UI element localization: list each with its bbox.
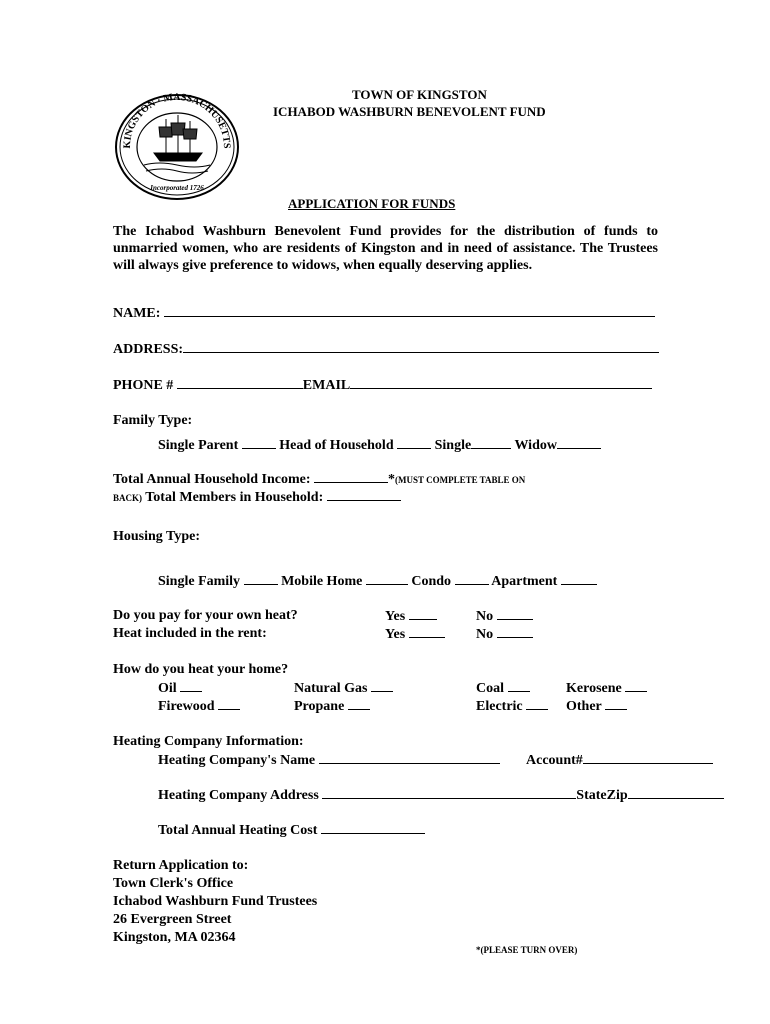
yes-label: Yes <box>385 627 406 642</box>
state-zip-label: StateZip <box>576 788 628 803</box>
family-type-label: Family Type: <box>113 413 193 428</box>
natural-gas-label: Natural Gas <box>294 681 368 696</box>
income-field[interactable] <box>314 470 388 483</box>
mobile-home-field[interactable] <box>366 572 408 585</box>
town-seal-icon <box>114 93 240 201</box>
yes-label: Yes <box>385 609 406 624</box>
income-label: Total Annual Household Income: <box>113 472 311 487</box>
members-row <box>113 488 401 507</box>
condo-label: Condo <box>411 574 452 589</box>
coal-field[interactable] <box>508 679 530 692</box>
heat-included-yes-field[interactable] <box>409 625 445 638</box>
page-title: APPLICATION FOR FUNDS <box>288 196 456 211</box>
pay-own-heat-question: Do you pay for your own heat? <box>113 608 298 623</box>
heating-company-name-row <box>158 751 500 769</box>
members-label: Total Members in Household: <box>145 490 324 505</box>
kerosene-label: Kerosene <box>566 681 622 696</box>
intro-paragraph: The Ichabod Washburn Benevolent Fund provides for the distribution of funds to unmarried women, who are residents of Kingston and in need of assistance. The Trustees will always give preference to widows, when equally deserving applies. <box>113 224 658 273</box>
coal-option <box>476 679 530 697</box>
single-parent-field[interactable] <box>242 436 276 449</box>
header-town: TOWN OF KINGSTON <box>352 87 487 102</box>
account-label: Account# <box>526 753 583 768</box>
apartment-label: Apartment <box>491 574 558 589</box>
apartment-field[interactable] <box>561 572 597 585</box>
return-line-3: 26 Evergreen Street <box>113 912 232 927</box>
account-row <box>526 751 713 769</box>
propane-option <box>294 697 370 715</box>
seal-text-top: KINGSTON · MASSACHUSETTS <box>121 93 233 149</box>
heat-included-no-field[interactable] <box>497 625 533 638</box>
firewood-label: Firewood <box>158 699 215 714</box>
address-label: ADDRESS: <box>113 342 184 357</box>
return-label: Return Application to: <box>113 858 249 873</box>
no-label: No <box>476 609 494 624</box>
pay-own-heat-yes-field[interactable] <box>409 607 437 620</box>
electric-option <box>476 697 548 715</box>
return-line-1: Town Clerk's Office <box>113 876 234 891</box>
phone-label: PHONE # <box>113 378 174 393</box>
head-of-household-label: Head of Household <box>279 438 394 453</box>
income-note-cont: BACK) <box>113 493 142 503</box>
pay-own-heat-no-field[interactable] <box>497 607 533 620</box>
heating-company-label: Heating Company Information: <box>113 734 304 749</box>
heating-company-address-field[interactable] <box>322 786 576 799</box>
header-fund: ICHABOD WASHBURN BENEVOLENT FUND <box>273 104 546 119</box>
account-field[interactable] <box>583 751 713 764</box>
single-family-label: Single Family <box>158 574 241 589</box>
widow-field[interactable] <box>557 436 601 449</box>
widow-label: Widow <box>514 438 557 453</box>
coal-label: Coal <box>476 681 504 696</box>
natural-gas-field[interactable] <box>371 679 393 692</box>
head-of-household-field[interactable] <box>397 436 431 449</box>
email-label: EMAIL <box>302 378 351 393</box>
mobile-home-label: Mobile Home <box>281 574 363 589</box>
oil-label: Oil <box>158 681 177 696</box>
income-row <box>113 470 525 489</box>
single-parent-label: Single Parent <box>158 438 239 453</box>
condo-field[interactable] <box>455 572 489 585</box>
heat-included-no <box>476 625 533 643</box>
natural-gas-option <box>294 679 393 697</box>
return-line-2: Ichabod Washburn Fund Trustees <box>113 894 318 909</box>
heat-included-question: Heat included in the rent: <box>113 626 267 641</box>
heating-company-address-label: Heating Company Address <box>158 788 319 803</box>
oil-field[interactable] <box>180 679 202 692</box>
other-field[interactable] <box>605 697 627 710</box>
other-label: Other <box>566 699 602 714</box>
single-family-field[interactable] <box>244 572 278 585</box>
phone-email-row <box>113 376 652 394</box>
propane-label: Propane <box>294 699 345 714</box>
single-field[interactable] <box>471 436 511 449</box>
members-field[interactable] <box>327 488 401 501</box>
heating-cost-row <box>158 821 425 839</box>
income-note: (MUST COMPLETE TABLE ON <box>394 475 526 485</box>
other-option <box>566 697 627 715</box>
firewood-field[interactable] <box>218 697 240 710</box>
address-row <box>113 340 659 358</box>
seal-text-bottom: Incorporated 1726 <box>150 184 204 192</box>
income-note-star: * <box>387 472 395 487</box>
state-zip-field[interactable] <box>628 786 724 799</box>
phone-field[interactable] <box>177 376 303 389</box>
email-field[interactable] <box>350 376 652 389</box>
turn-over-note: *(PLEASE TURN OVER) <box>476 945 578 955</box>
return-line-4: Kingston, MA 02364 <box>113 930 236 945</box>
name-row <box>113 304 655 322</box>
name-label: NAME: <box>113 306 161 321</box>
pay-own-heat-no <box>476 607 533 625</box>
kerosene-field[interactable] <box>625 679 647 692</box>
heat-method-label: How do you heat your home? <box>113 662 289 677</box>
family-type-row <box>158 436 601 454</box>
electric-field[interactable] <box>526 697 548 710</box>
single-label: Single <box>434 438 472 453</box>
pay-own-heat-yes <box>385 607 437 625</box>
name-field[interactable] <box>164 304 655 317</box>
heat-included-yes <box>385 625 445 643</box>
electric-label: Electric <box>476 699 523 714</box>
heating-cost-label: Total Annual Heating Cost <box>158 823 318 838</box>
firewood-option <box>158 697 240 715</box>
heating-company-address-row <box>158 786 724 804</box>
oil-option <box>158 679 202 697</box>
address-field[interactable] <box>183 340 659 353</box>
housing-type-label: Housing Type: <box>113 529 201 544</box>
heating-company-name-field[interactable] <box>319 751 500 764</box>
heating-cost-field[interactable] <box>321 821 425 834</box>
propane-field[interactable] <box>348 697 370 710</box>
heating-company-name-label: Heating Company's Name <box>158 753 316 768</box>
no-label: No <box>476 627 494 642</box>
kerosene-option <box>566 679 647 697</box>
housing-type-row <box>158 572 597 590</box>
